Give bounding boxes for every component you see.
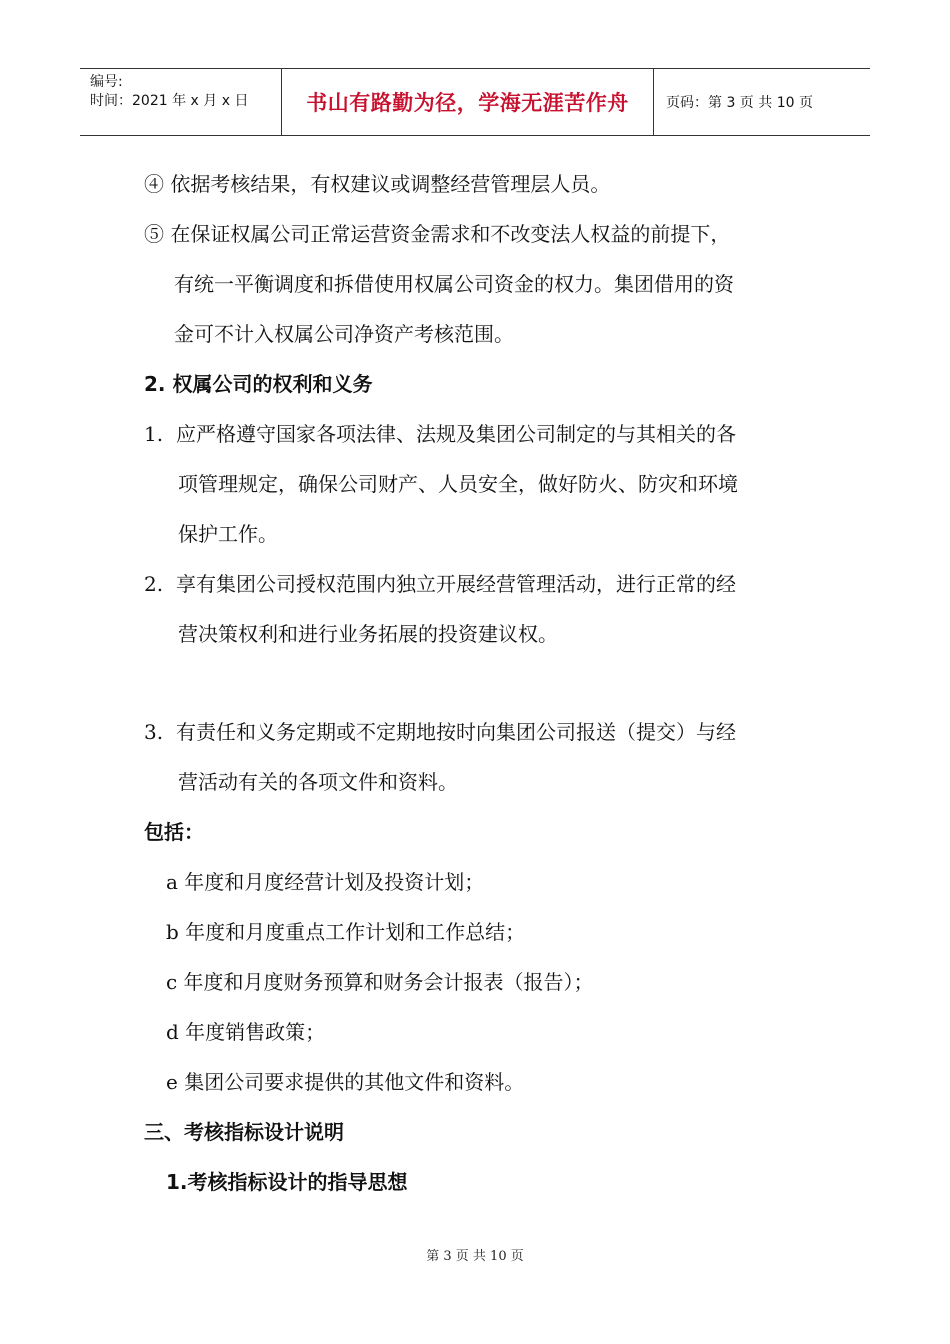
item-5-line-3: 金可不计入权属公司净资产考核范围。 [174,322,514,346]
p3-number: 3. [144,720,164,744]
includes-heading: 包括： [144,820,204,844]
list-item-a: a 年度和月度经营计划及投资计划； [166,870,485,894]
p2-line-1 [144,570,736,598]
p1-line-1 [144,420,736,448]
p2-line-2: 营决策权利和进行业务拓展的投资建议权。 [178,622,558,646]
section-2-heading: 2. 权属公司的权利和义务 [144,372,373,396]
section-3-subheading: 1.考核指标设计的指导思想 [166,1170,408,1194]
p3-text-1: 有责任和义务定期或不定期地按时向集团公司报送（提交）与经 [176,720,736,744]
p3-line-2: 营活动有关的各项文件和资料。 [178,770,458,794]
p1-line-3: 保护工作。 [178,522,278,546]
page-footer: 第 3 页 共 10 页 [426,1249,524,1264]
header-table [80,68,870,136]
item-4: ④ 依据考核结果，有权建议或调整经营管理层人员。 [144,172,611,196]
p1-number: 1. [144,422,164,446]
item-5-line-2: 有统一平衡调度和拆借使用权属公司资金的权力。集团借用的资 [174,272,734,296]
section-3-heading: 三、考核指标设计说明 [144,1120,344,1144]
list-item-c: c 年度和月度财务预算和财务会计报表（报告）； [166,970,594,994]
p2-number: 2. [144,572,164,596]
header-meta-cell [80,69,282,135]
p1-text-1: 应严格遵守国家各项法律、法规及集团公司制定的与其相关的各 [176,422,736,446]
p2-text-1: 享有集团公司授权范围内独立开展经营管理活动，进行正常的经 [176,572,736,596]
date-label: 时间：2021 年 x 月 x 日 [90,93,249,109]
header-page-cell [654,69,870,135]
p3-line-1 [144,718,736,746]
header-motto-cell [282,69,654,135]
motto-text: 书山有路勤为径，学海无涯苦作舟 [306,91,629,115]
list-item-b: b 年度和月度重点工作计划和工作总结； [166,920,526,944]
number-label: 编号: [90,74,123,90]
p1-line-2: 项管理规定，确保公司财产、人员安全，做好防火、防灾和环境 [178,472,738,496]
list-item-e: e 集团公司要求提供的其他文件和资料。 [166,1070,525,1094]
item-5-line-1: ⑤ 在保证权属公司正常运营资金需求和不改变法人权益的前提下， [144,222,731,246]
page-info: 页码：第 3 页 共 10 页 [666,95,813,111]
list-item-d: d 年度销售政策； [166,1020,326,1044]
